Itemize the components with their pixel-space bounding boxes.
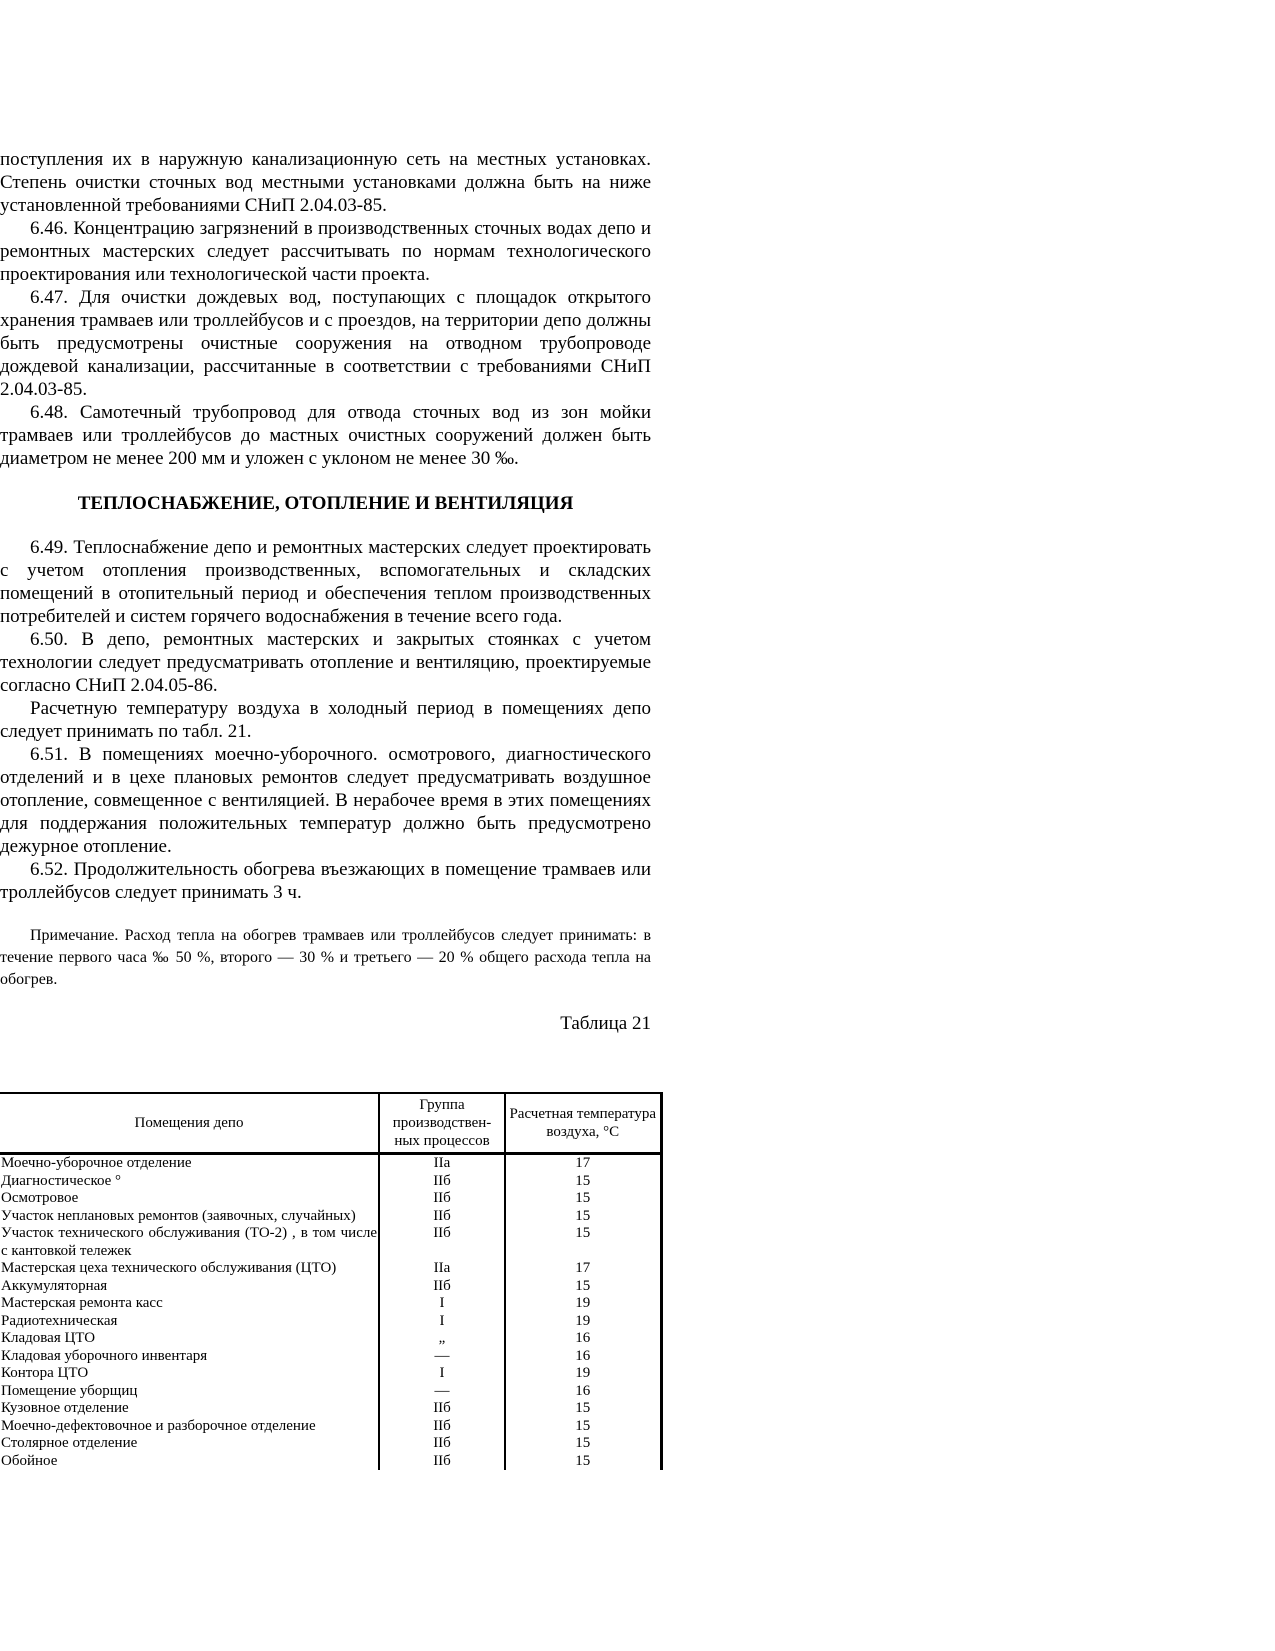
- temperature-cell: 16: [505, 1383, 661, 1401]
- process-group-cell: —: [379, 1348, 505, 1366]
- paragraph: 6.50. В депо, ремонтных мастерских и закрытых стоянках с учетом технологии следует предусматривать отопление и вентиляцию, проектируемые согласно СНиП 2.04.05-86.: [0, 629, 651, 696]
- text-column: [0, 148, 651, 1035]
- process-group-cell: IIб: [379, 1190, 505, 1208]
- table-row: [0, 1278, 661, 1296]
- temperature-cell: 19: [505, 1295, 661, 1313]
- process-group-cell: IIб: [379, 1435, 505, 1453]
- room-cell: Диагностическое °: [1, 1172, 122, 1189]
- room-cell: Кладовая ЦТО: [1, 1330, 96, 1346]
- process-group-cell: IIб: [379, 1208, 505, 1226]
- room-cell: Столярное отделение: [1, 1435, 138, 1451]
- room-cell: Обойное: [1, 1452, 58, 1469]
- room-cell: Моечно-уборочное отделение: [1, 1155, 192, 1171]
- table-row: [0, 1208, 661, 1226]
- temperature-cell: 19: [505, 1365, 661, 1383]
- temperature-cell: 15: [505, 1208, 661, 1226]
- temperature-cell: 16: [505, 1348, 661, 1366]
- table-row: [0, 1383, 661, 1401]
- table-row: [0, 1400, 661, 1418]
- temperature-cell: 15: [505, 1190, 661, 1208]
- room-cell: Мастерская цеха технического обслуживания (ЦТО): [1, 1260, 337, 1276]
- paragraph: 6.48. Самотечный трубопровод для отвода сточных вод из зон мойки трамваев или троллейбусов до мастных очистных сооружений должен быть диаметром не менее 200 мм и уложен с уклоном не менее 30 ‰.: [0, 402, 651, 469]
- paragraph: поступления их в наружную канализационную сеть на местных установках. Степень очистки сточных вод местными установками должна быть на ниже установленной требованиями СНиП 2.04.03-85.: [0, 149, 651, 216]
- paragraphs-bottom: [0, 536, 651, 904]
- process-group-cell: IIб: [379, 1173, 505, 1191]
- table-21: [0, 1092, 661, 1470]
- table-header-row: [0, 1093, 661, 1154]
- paragraph: Расчетную температуру воздуха в холодный период в помещениях депо следует принимать по табл. 21.: [0, 698, 651, 742]
- temperature-cell: 19: [505, 1313, 661, 1331]
- room-cell: Моечно-дефектовочное и разборочное отделение: [1, 1417, 316, 1434]
- paragraph: 6.47. Для очистки дождевых вод, поступающих с площадок открытого хранения трамваев или троллейбусов и с проездов, на территории депо должны быть предусмотрены очистные сооружения на отводном трубопроводе дождевой канализации, рассчитанные в соответствии с требованиями СНиП 2.04.03-85.: [0, 287, 651, 400]
- room-cell: Мастерская ремонта касс: [1, 1295, 163, 1311]
- process-group-cell: IIa: [379, 1260, 505, 1278]
- room-cell: Контора ЦТО: [1, 1365, 89, 1381]
- process-group-cell: I: [379, 1295, 505, 1313]
- paragraphs-top: [0, 148, 651, 470]
- room-cell: Радиотехническая: [1, 1312, 118, 1329]
- table-row: [0, 1173, 661, 1191]
- temperature-cell: 17: [505, 1154, 661, 1173]
- process-group-cell: I: [379, 1313, 505, 1331]
- table-row: [0, 1330, 661, 1348]
- header-rooms: Помещения депо: [0, 1093, 379, 1154]
- temperature-cell: 15: [505, 1278, 661, 1296]
- section-heading: ТЕПЛОСНАБЖЕНИЕ, ОТОПЛЕНИЕ И ВЕНТИЛЯЦИЯ: [77, 493, 574, 514]
- table-row: [0, 1225, 661, 1260]
- table-row: [0, 1453, 661, 1471]
- room-cell: Кузовное отделение: [1, 1400, 129, 1416]
- room-cell: Участок технического обслуживания (ТО-2) , в том числе с кантовкой тележек: [1, 1225, 377, 1259]
- table-caption: Таблица 21: [560, 1013, 651, 1034]
- paragraph: 6.51. В помещениях моечно-уборочного. осмотрового, диагностического отделений и в цехе плановых ремонтов следует предусматривать воздушное отопление, совмещенное с вентиляцией. В нерабочее время в этих помещениях для поддержания положительных температур должно быть предусмотрено дежурное отопление.: [0, 744, 651, 857]
- paragraph: 6.49. Теплоснабжение депо и ремонтных мастерских следует проектировать с учетом отопления производственных, вспомогательных и складских помещений в отопительный период и обеспечения теплом производственных потребителей и систем горячего водоснабжения в течение всего года.: [0, 537, 651, 627]
- temperature-cell: 17: [505, 1260, 661, 1278]
- note: Примечание. Расход тепла на обогрев трамваев или троллейбусов следует принимать: в течение первого часа ‰ 50 %, второго — 30 % и третьего — 20 % общего расхода тепла на обогрев.: [0, 927, 651, 988]
- table-row: [0, 1295, 661, 1313]
- table-row: [0, 1260, 661, 1278]
- temperature-cell: 16: [505, 1330, 661, 1348]
- process-group-cell: IIa: [379, 1154, 505, 1173]
- room-cell: Осмотровое: [1, 1190, 79, 1206]
- table-row: [0, 1348, 661, 1366]
- process-group-cell: IIб: [379, 1453, 505, 1471]
- process-group-cell: IIб: [379, 1225, 505, 1260]
- temperature-cell: 15: [505, 1225, 661, 1260]
- paragraph: 6.46. Концентрацию загрязнений в производственных сточных водах депо и ремонтных мастерских следует рассчитывать по нормам технологического проектирования или технологической части проекта.: [0, 218, 651, 285]
- header-temperature: Расчетная температура воздуха, °С: [505, 1093, 661, 1154]
- table-row: [0, 1154, 661, 1173]
- header-process-group: Группа производствен-ных процессов: [379, 1093, 505, 1154]
- room-cell: Участок неплановых ремонтов (заявочных, случайных): [1, 1207, 356, 1224]
- process-group-cell: I: [379, 1365, 505, 1383]
- room-cell: Кладовая уборочного инвентаря: [1, 1347, 208, 1364]
- process-group-cell: IIб: [379, 1278, 505, 1296]
- process-group-cell: „: [379, 1330, 505, 1348]
- temperature-cell: 15: [505, 1173, 661, 1191]
- process-group-cell: —: [379, 1383, 505, 1401]
- temperature-cell: 15: [505, 1418, 661, 1436]
- paragraph: 6.52. Продолжительность обогрева въезжающих в помещение трамваев или троллейбусов следует принимать 3 ч.: [0, 859, 651, 903]
- temperature-cell: 15: [505, 1400, 661, 1418]
- table-row: [0, 1435, 661, 1453]
- process-group-cell: IIб: [379, 1400, 505, 1418]
- room-cell: Помещение уборщиц: [1, 1382, 138, 1399]
- table-row: [0, 1365, 661, 1383]
- room-cell: Аккумуляторная: [1, 1277, 108, 1294]
- table-body: [0, 1154, 661, 1471]
- temperature-cell: 15: [505, 1435, 661, 1453]
- process-group-cell: IIб: [379, 1418, 505, 1436]
- table-row: [0, 1190, 661, 1208]
- table-row: [0, 1313, 661, 1331]
- table-row: [0, 1418, 661, 1436]
- temperature-cell: 15: [505, 1453, 661, 1471]
